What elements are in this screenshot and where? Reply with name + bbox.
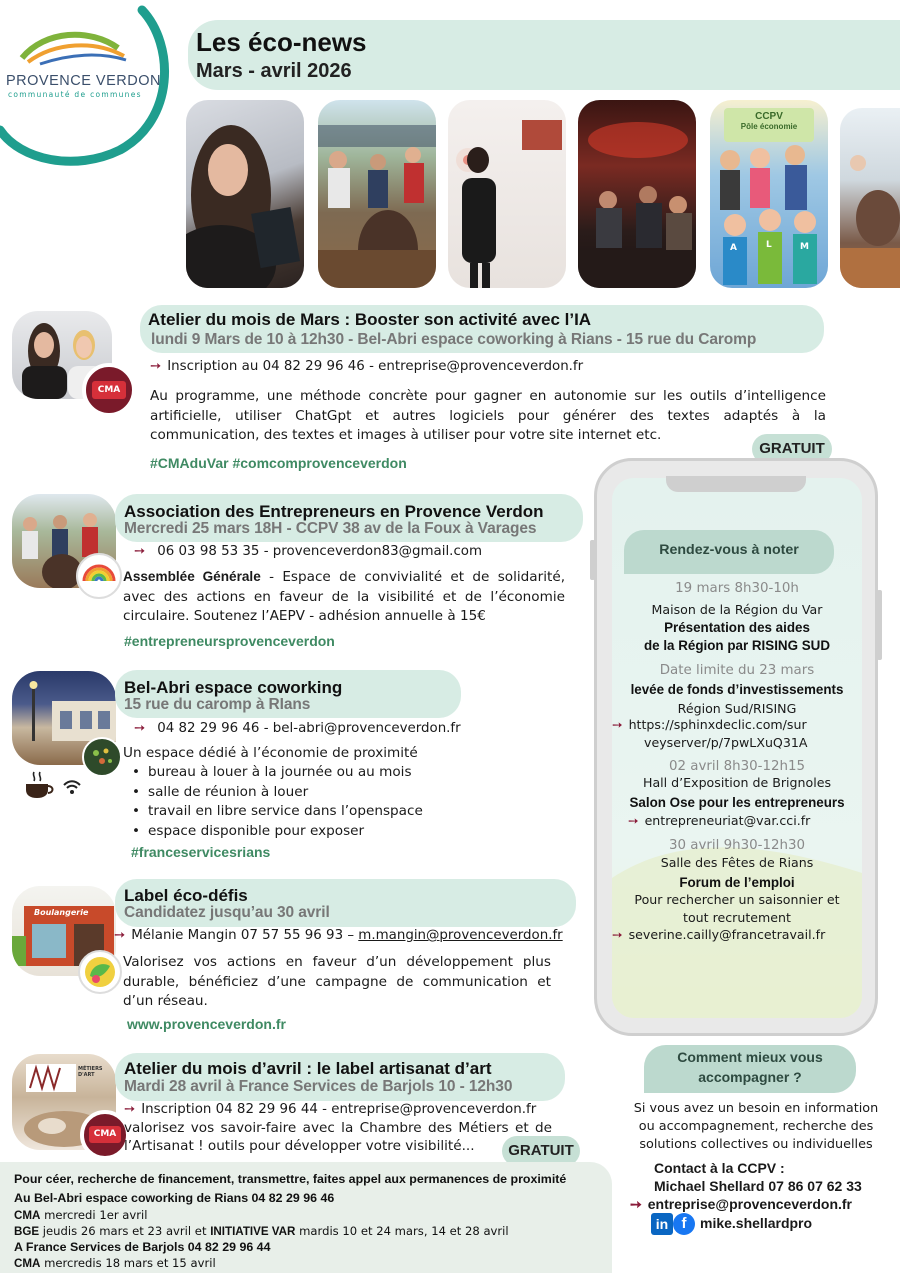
brand-tagline: communauté de communes: [8, 90, 142, 99]
event4-email[interactable]: ➙ severine.cailly@francetravail.fr: [612, 927, 826, 942]
section5-contact: ➙ Inscription 04 82 29 96 44 - entreprise@provenceverdon.fr: [124, 1102, 537, 1117]
event2-link-2[interactable]: veyserver/p/7pwLXuQ31A: [644, 735, 808, 750]
list-item: • bureau à louer à la journée ou au mois: [124, 763, 423, 783]
section2-subtitle: Mercredi 25 mars 18H - CCPV 38 av de la Foux à Varages: [124, 520, 537, 537]
wifi-icon: [62, 778, 82, 800]
event3-date: 02 avril 8h30-12h15: [668, 759, 806, 774]
event4-date: 30 avril 9h30-12h30: [668, 838, 806, 853]
event1-place: Maison de la Région du Var: [651, 602, 823, 617]
section2-body: Assemblée Générale - Espace de convivialité et de solidarité, avec des actions en faveur de la visibilité et de l’économie circulaire. Soutenez l’AEPV - adhésion annuelle à 15€: [123, 569, 566, 624]
support-text-2: ou accompagnement, recherche des: [638, 1119, 874, 1134]
photo-ia-workshop: [186, 100, 304, 288]
arrow-icon: ➙: [612, 927, 623, 942]
exhibition-photo-icon: [448, 100, 566, 288]
arrow-icon: ➙: [134, 721, 146, 736]
arrow-icon: ➙: [124, 1102, 136, 1117]
permanences-line: CMA mercredi 1er avril: [14, 1208, 148, 1222]
arrow-icon: ➙: [628, 813, 639, 828]
coffee-icon: [22, 768, 56, 804]
social-handle[interactable]: mike.shellardpro: [700, 1215, 813, 1231]
hero-letter-l: L: [766, 240, 772, 250]
section4-link[interactable]: www.provenceverdon.fr: [127, 1016, 286, 1032]
agenda-header: Rendez-vous à noter: [659, 542, 799, 558]
permanences-line: CMA mercredis 18 mars et 15 avril: [14, 1256, 216, 1270]
brand-name: PROVENCE VERDON: [6, 73, 161, 89]
event4-text-2: tout recrutement: [683, 910, 791, 925]
support-text: Si vous avez un besoin en information: [633, 1101, 879, 1116]
event4-text: Pour rechercher un saisonnier et: [634, 892, 840, 907]
event3-email[interactable]: ➙ entrepreneuriat@var.cci.fr: [628, 813, 811, 828]
event1-date: 19 mars 8h30-10h: [675, 581, 799, 596]
person-photo-icon: [186, 100, 304, 288]
permanences-line: A France Services de Barjols 04 82 29 96 44: [14, 1240, 271, 1254]
section1-gratuit-badge: GRATUIT: [752, 434, 832, 464]
section5-subtitle: Mardi 28 avril à France Services de Barjols 10 - 12h30: [124, 1078, 513, 1095]
section5-gratuit-badge: GRATUIT: [502, 1136, 580, 1166]
list-item: • espace disponible pour exposer: [124, 822, 423, 842]
photo-office: [840, 108, 900, 288]
section1-hashtag[interactable]: #CMAduVar #comcomprovenceverdon: [150, 455, 407, 471]
hero-letter-m: M: [800, 242, 809, 252]
permanences-line: Au Bel-Abri espace coworking de Rians 04 82 29 96 46: [14, 1191, 335, 1205]
section5-title: Atelier du mois d’avril : le label artisanat d’art: [124, 1059, 492, 1078]
photo-ccpv-heroes: [710, 100, 828, 288]
section3-subtitle: 15 rue du caromp à RIans: [124, 696, 311, 713]
list-item: • salle de réunion à louer: [124, 783, 423, 803]
support-text-3: solutions collectives ou individuelles: [639, 1137, 873, 1152]
event4-place: Salle des Fêtes de Rians: [660, 855, 814, 870]
section4-subtitle: Candidatez jusqu’au 30 avril: [124, 904, 330, 921]
section2-title: Association des Entrepreneurs en Provence Verdon: [124, 502, 544, 521]
arrow-icon: ➙: [630, 1196, 642, 1212]
section1-subtitle: lundi 9 Mars de 10 à 12h30 - Bel-Abri espace coworking à Rians - 15 rue du Caromp: [151, 331, 757, 348]
section1-title: Atelier du mois de Mars : Booster son activité avec l’IA: [148, 310, 592, 329]
arrow-icon: ➙: [134, 544, 146, 559]
section3-intro: Un espace dédié à l’économie de proximité: [123, 745, 418, 761]
photo-exhibition: [448, 100, 566, 288]
permanences-heading: Pour céer, recherche de financement, transmettre, faites appel aux permanences de proximité: [14, 1172, 567, 1186]
event3-title: Salon Ose pour les entrepreneurs: [629, 795, 845, 810]
contact-email[interactable]: ➙ entreprise@provenceverdon.fr: [630, 1196, 853, 1212]
arrow-icon: ➙: [150, 359, 162, 374]
aepv-logo: [76, 553, 122, 599]
crowd-photo-icon: [318, 100, 436, 288]
section4-title: Label éco-défis: [124, 886, 248, 905]
permanences-line: BGE jeudis 26 mars et 23 avril et INITIATIVE VAR mardis 10 et 24 mars, 14 et 28 avril: [14, 1224, 509, 1238]
event3-place: Hall d’Exposition de Brignoles: [642, 775, 832, 790]
section4-contact: ➙ Mélanie Mangin 07 57 55 96 93 – m.mangin@provenceverdon.fr: [114, 928, 563, 943]
dots-icon: [84, 739, 120, 775]
cma-logo-label: CMA: [92, 381, 126, 399]
arrow-icon: ➙: [612, 717, 623, 732]
eco-defis-logo: [78, 950, 122, 994]
phone-notch: [666, 476, 806, 492]
office-photo-icon: [840, 108, 900, 288]
event2-org: Région Sud/RISING: [677, 701, 797, 716]
event2-date: Date limite du 23 mars: [659, 663, 815, 678]
conference-photo-icon: [578, 100, 696, 288]
ccpv-sign: CCPV Pôle économie: [724, 108, 814, 142]
leaf-logo-icon: [80, 952, 120, 992]
section4-body: Valorisez vos actions en faveur d’un développement plus durable, bénéficiez d’une campagne de communication et d’un réseau.: [123, 954, 551, 1009]
cma-logo: [80, 1110, 130, 1160]
section3-title: Bel-Abri espace coworking: [124, 678, 343, 697]
support-title-2: accompagner ?: [698, 1069, 802, 1085]
event4-title: Forum de l’emploi: [679, 875, 795, 890]
section3-hashtag[interactable]: #franceservicesrians: [131, 844, 271, 860]
event1-title: Présentation des aides: [664, 620, 810, 635]
metiers-sign: MÉTIERS D'ART: [78, 1066, 103, 1078]
section1-body: Au programme, une méthode concrète pour gagner en autonomie sur les outils d’intelligence artificielle, utiliser ChatGpt et autres logiciels pour générer des textes adaptés à la communication, des textes et images à utiliser pour votre site internet etc.: [150, 388, 826, 443]
bakery-sign: Boulangerie: [34, 908, 89, 917]
france-services-logo: [82, 737, 122, 777]
event2-title: levée de fonds d’investissements: [630, 682, 844, 697]
arrow-icon: ➙: [114, 928, 126, 943]
phone-side-button: [590, 540, 595, 580]
section1-contact: ➙ Inscription au 04 82 29 96 46 - entreprise@provenceverdon.fr: [150, 359, 584, 374]
phone-side-button: [877, 590, 882, 660]
cma-logo-label: CMA: [89, 1126, 121, 1143]
cma-logo: [82, 363, 136, 417]
linkedin-icon[interactable]: in: [651, 1213, 673, 1235]
hero-letter-a: A: [730, 243, 737, 253]
aepv-rainbow-icon: [78, 555, 120, 597]
photo-conference: [578, 100, 696, 288]
support-title: Comment mieux vous: [677, 1049, 823, 1065]
photo-outdoor-meeting: [318, 100, 436, 288]
facebook-icon[interactable]: f: [673, 1213, 695, 1235]
section4-email-link[interactable]: m.mangin@provenceverdon.fr: [358, 928, 563, 943]
contact-title: Contact à la CCPV :: [654, 1160, 785, 1176]
section2-contact: ➙ 06 03 98 53 35 - provenceverdon83@gmail.com: [134, 544, 483, 559]
section2-hashtag[interactable]: #entrepreneursprovenceverdon: [124, 633, 335, 649]
section5-body: valorisez vos savoir-faire avec la Chambre des Métiers et de l’Artisanat ! outils pour développer votre visibilité...: [124, 1120, 552, 1154]
section3-contact: ➙ 04 82 29 96 46 - bel-abri@provenceverdon.fr: [134, 721, 461, 736]
event2-link[interactable]: ➙ https://sphinxdeclic.com/sur: [612, 717, 807, 732]
contact-name: Michael Shellard 07 86 07 62 33: [654, 1178, 862, 1194]
section3-bullet-list: [124, 763, 423, 841]
list-item: • travail en libre service dans l’openspace: [124, 802, 423, 822]
page-period: Mars - avril 2026: [196, 60, 352, 82]
page-title: Les éco-news: [196, 27, 367, 57]
event1-title-2: de la Région par RISING SUD: [643, 638, 830, 653]
